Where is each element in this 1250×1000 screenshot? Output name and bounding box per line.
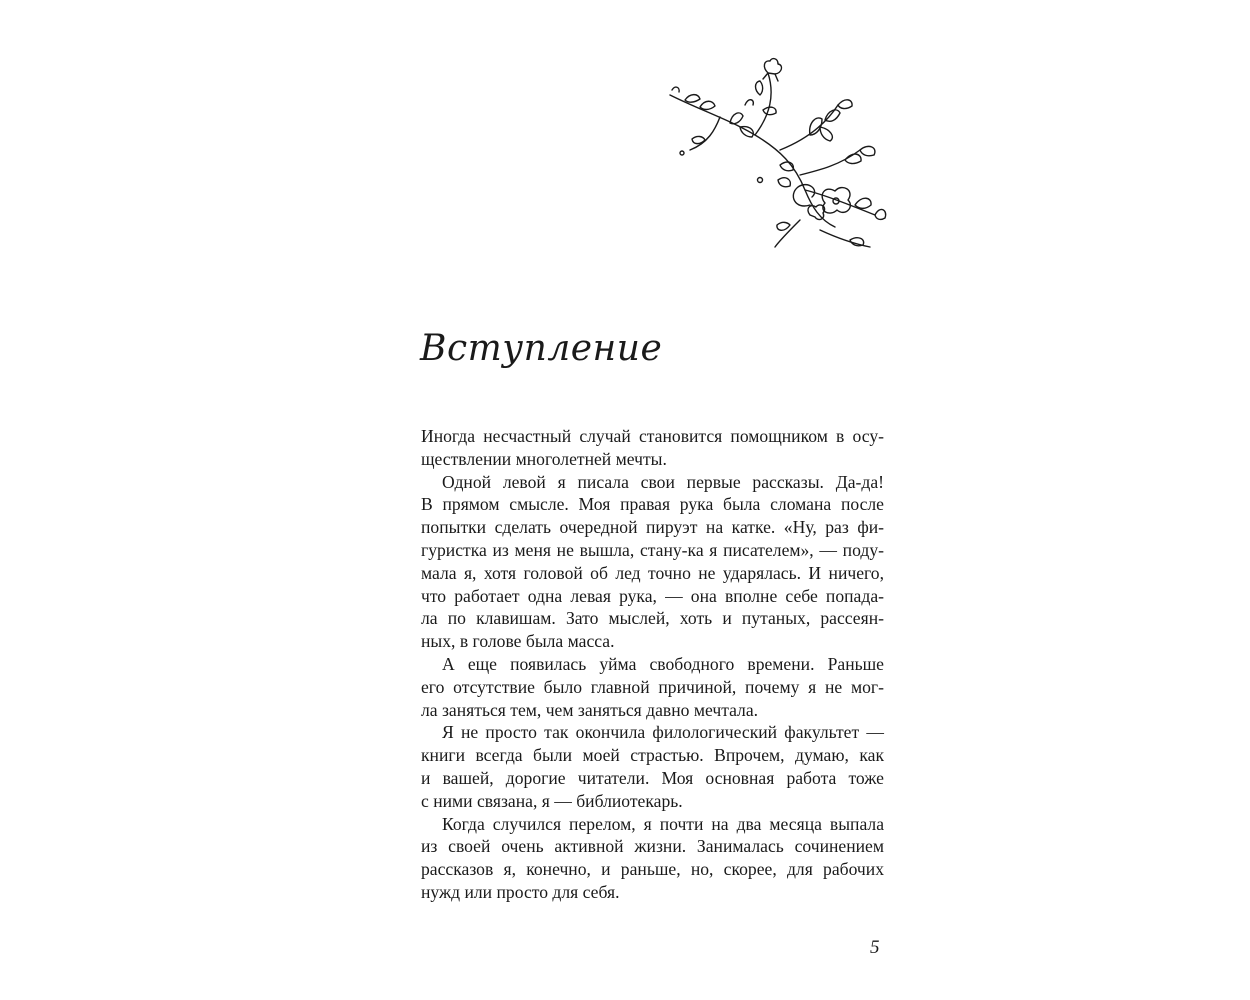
text-line: Иногда несчастный случай становится помощником в осу- [421,426,884,446]
text-line: ла по клавишам. Зато мыслей, хоть и путаных, рассеян- [421,608,884,629]
text-line: Когда случился перелом, я почти на два месяца выпала [442,813,884,834]
text-line: с ними связана, я — библиотекарь. [421,790,683,811]
floral-ornament-icon [660,55,890,250]
text-line: книги всегда были моей страстью. Впрочем, думаю, как [421,745,884,766]
text-line: ществлении многолетней мечты. [421,448,667,469]
text-line: его отсутствие было главной причиной, почему я не мог- [421,676,884,697]
text-line: нужд или просто для себя. [421,881,620,902]
text-line: и вашей, дорогие читатели. Моя основная работа тоже [421,767,884,788]
text-line: попытки сделать очередной пируэт на катке. «Ну, раз фи- [421,517,884,538]
text-line: В прямом смысле. Моя правая рука была сломана после [421,494,884,515]
paragraph [421,425,884,471]
text-line: гуристка из меня не вышла, стану-ка я писателем», — поду- [421,539,884,560]
paragraph [421,471,884,653]
page-number: 5 [870,937,880,958]
text-line: из своей очень активной жизни. Занималась сочинением [421,836,884,857]
paragraph [421,813,884,904]
text-line: А еще появилась уйма свободного времени. Раньше [442,653,884,674]
text-line: ных, в голове была масса. [421,631,615,652]
paragraph [421,653,884,721]
chapter-title: Вступление [420,328,663,369]
text-line: ла заняться тем, чем заняться давно мечтала. [421,699,759,720]
body-text [421,425,884,904]
text-line: Одной левой я писала свои первые рассказы. Да-да! [442,471,884,492]
text-line: что работает одна левая рука, — она вполне себе попада- [421,585,884,606]
paragraph [421,721,884,812]
text-line: мала я, хотя головой об лед точно не ударялась. И ничего, [421,562,884,583]
text-line: рассказов я, конечно, и раньше, но, скорее, для рабочих [421,859,884,880]
text-line: Я не просто так окончила филологический факультет — [442,722,884,743]
